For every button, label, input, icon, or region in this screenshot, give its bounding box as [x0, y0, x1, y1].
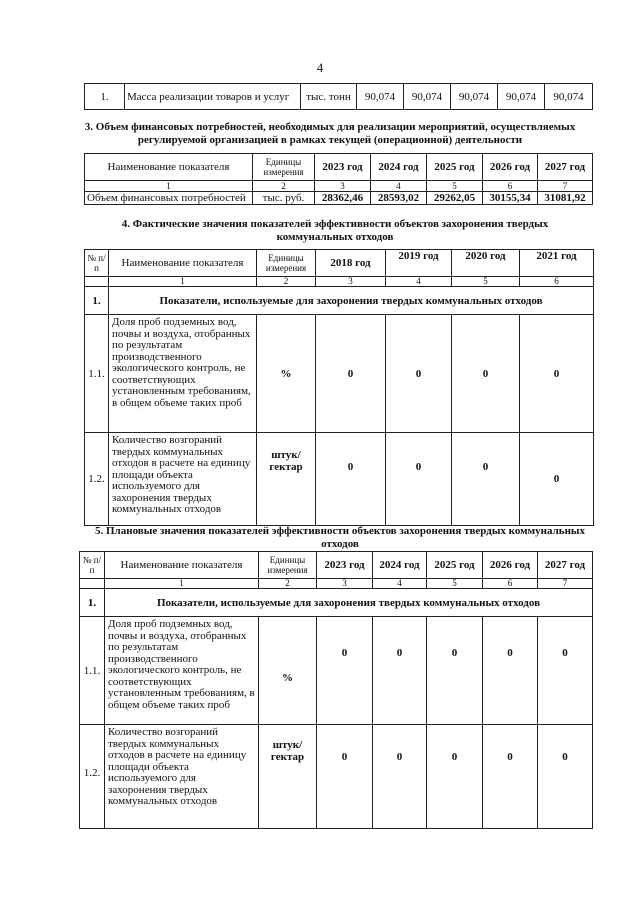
heading-line: коммунальных отходов — [276, 231, 394, 243]
column-number: 2 — [259, 579, 317, 589]
value-cell: 28362,46 — [315, 192, 371, 205]
value-cell: 90,074 — [357, 84, 404, 110]
value-cell: 0 — [373, 725, 427, 829]
column-header: 2021 год — [520, 250, 594, 277]
value-cell: 0 — [483, 725, 538, 829]
value-cell: 90,074 — [545, 84, 593, 110]
page-number: 4 — [316, 60, 324, 75]
column-header: Единицы измерения — [257, 250, 316, 277]
value-cell: 0 — [538, 725, 593, 829]
value-cell: 0 — [316, 433, 386, 526]
actual-values-table — [84, 249, 594, 526]
table-header-row — [85, 250, 594, 277]
empty-cell — [85, 277, 109, 287]
row-number: 1.2. — [85, 433, 109, 526]
value-cell: 0 — [520, 315, 594, 433]
column-header: Наименование показателя — [85, 154, 253, 181]
group-number: 1. — [80, 589, 105, 617]
empty-cell — [80, 579, 105, 589]
column-header: № п/п — [80, 552, 105, 579]
column-number-row — [85, 181, 593, 192]
indicator-name: Доля проб подземных вод, почвы и воздуха, отобранных по результатам производственного экологического контроль, не соответствующих установленным требованиям, в общем объеме таких проб — [109, 315, 257, 433]
column-number: 2 — [257, 277, 316, 287]
column-header: 2026 год — [483, 552, 538, 579]
heading-line: 5. Плановые значения показателей эффективности объектов захоронения твердых коммунальных — [95, 525, 585, 537]
value-cell: 90,074 — [451, 84, 498, 110]
value-cell: 0 — [316, 315, 386, 433]
value-cell: 90,074 — [498, 84, 545, 110]
column-number: 1 — [105, 579, 259, 589]
column-header: 2027 год — [538, 552, 593, 579]
indicator-name: Доля проб подземных вод, почвы и воздуха, отобранных по результатам производственного экологического контроль, не соответствующих установленным требованиям, в общем объеме таких проб — [105, 617, 259, 725]
column-header: 2024 год — [371, 154, 427, 181]
value-cell: 0 — [452, 433, 520, 526]
column-header: 2026 год — [483, 154, 538, 181]
table-row — [85, 315, 594, 433]
section3-heading — [50, 121, 610, 147]
column-header: 2027 год — [538, 154, 593, 181]
column-number: 5 — [452, 277, 520, 287]
value-cell: 0 — [427, 617, 483, 725]
value-cell: 0 — [427, 725, 483, 829]
unit-cell: % — [257, 315, 316, 433]
table-row — [85, 433, 594, 526]
heading-line: регулируемой организацией в рамках текущей (операционной) деятельности — [137, 134, 523, 146]
table-row — [85, 84, 593, 110]
group-row — [80, 589, 593, 617]
section5-heading — [60, 525, 620, 551]
value-cell: 0 — [317, 617, 373, 725]
value-cell: 0 — [317, 725, 373, 829]
top-table — [84, 83, 593, 110]
column-header: Единицы измерения — [259, 552, 317, 579]
column-number: 4 — [386, 277, 452, 287]
unit-cell: % — [259, 617, 317, 725]
unit-cell: штук/ гектар — [257, 433, 316, 526]
column-number: 3 — [317, 579, 373, 589]
column-header: 2024 год — [373, 552, 427, 579]
column-number: 6 — [520, 277, 594, 287]
row-number: 1.2. — [80, 725, 105, 829]
financial-table — [84, 153, 593, 205]
value-cell: 0 — [386, 433, 452, 526]
column-header: 2019 год — [386, 250, 452, 277]
row-number: 1.1. — [85, 315, 109, 433]
column-number: 4 — [373, 579, 427, 589]
column-header: Единицы измерения — [253, 154, 315, 181]
heading-line: 3. Объем финансовых потребностей, необходимых для реализации мероприятий, осуществляемых — [84, 121, 576, 133]
heading-line: 4. Фактические значения показателей эффективности объектов захоронения твердых — [121, 218, 549, 230]
table-row — [85, 192, 593, 205]
indicator-name: Количество возгораний твердых коммунальных отходов в расчете на единицу площади объекта используемого для захоронения твердых коммунальных отходов — [105, 725, 259, 829]
value-cell: 0 — [538, 617, 593, 725]
column-header: Наименование показателя — [105, 552, 259, 579]
value-cell: 0 — [520, 433, 594, 526]
column-number: 3 — [316, 277, 386, 287]
column-number: 5 — [427, 181, 483, 192]
unit-cell: штук/ гектар — [259, 725, 317, 829]
column-number: 7 — [538, 181, 593, 192]
value-cell: 0 — [373, 617, 427, 725]
heading-line: отходов — [321, 538, 359, 550]
value-cell: 30155,34 — [483, 192, 538, 205]
column-number: 3 — [315, 181, 371, 192]
planned-values-table — [79, 551, 593, 829]
group-title: Показатели, используемые для захоронения твердых коммунальных отходов — [109, 287, 594, 315]
column-header: Наименование показателя — [109, 250, 257, 277]
column-number-row — [85, 277, 594, 287]
value-cell: 0 — [483, 617, 538, 725]
column-number: 2 — [253, 181, 315, 192]
column-number: 1 — [85, 181, 253, 192]
table-header-row — [80, 552, 593, 579]
column-number-row — [80, 579, 593, 589]
column-header: 2020 год — [452, 250, 520, 277]
value-cell: 31081,92 — [538, 192, 593, 205]
column-header: 2018 год — [316, 250, 386, 277]
indicator-name: Масса реализации товаров и услуг — [125, 84, 301, 110]
group-title: Показатели, используемые для захоронения твердых коммунальных отходов — [105, 589, 593, 617]
value-cell: 0 — [386, 315, 452, 433]
table-row — [80, 725, 593, 829]
column-number: 1 — [109, 277, 257, 287]
column-number: 7 — [538, 579, 593, 589]
indicator-name: Количество возгораний твердых коммунальных отходов в расчете на единицу площади объекта используемого для захоронения твердых коммунальных отходов — [109, 433, 257, 526]
group-row — [85, 287, 594, 315]
row-number: 1.1. — [80, 617, 105, 725]
column-header: 2025 год — [427, 552, 483, 579]
section4-heading — [70, 218, 600, 244]
value-cell: 28593,02 — [371, 192, 427, 205]
column-number: 6 — [483, 181, 538, 192]
group-number: 1. — [85, 287, 109, 315]
unit-cell: тыс. тонн — [301, 84, 357, 110]
value-cell: 0 — [452, 315, 520, 433]
column-header: 2023 год — [315, 154, 371, 181]
column-number: 6 — [483, 579, 538, 589]
column-number: 5 — [427, 579, 483, 589]
value-cell: 29262,05 — [427, 192, 483, 205]
value-cell: 90,074 — [404, 84, 451, 110]
column-header: 2023 год — [317, 552, 373, 579]
table-header-row — [85, 154, 593, 181]
row-number: 1. — [85, 84, 125, 110]
column-number: 4 — [371, 181, 427, 192]
column-header: № п/п — [85, 250, 109, 277]
table-row — [80, 617, 593, 725]
unit-cell: тыс. руб. — [253, 192, 315, 205]
column-header: 2025 год — [427, 154, 483, 181]
indicator-name: Объем финансовых потребностей — [85, 192, 253, 205]
